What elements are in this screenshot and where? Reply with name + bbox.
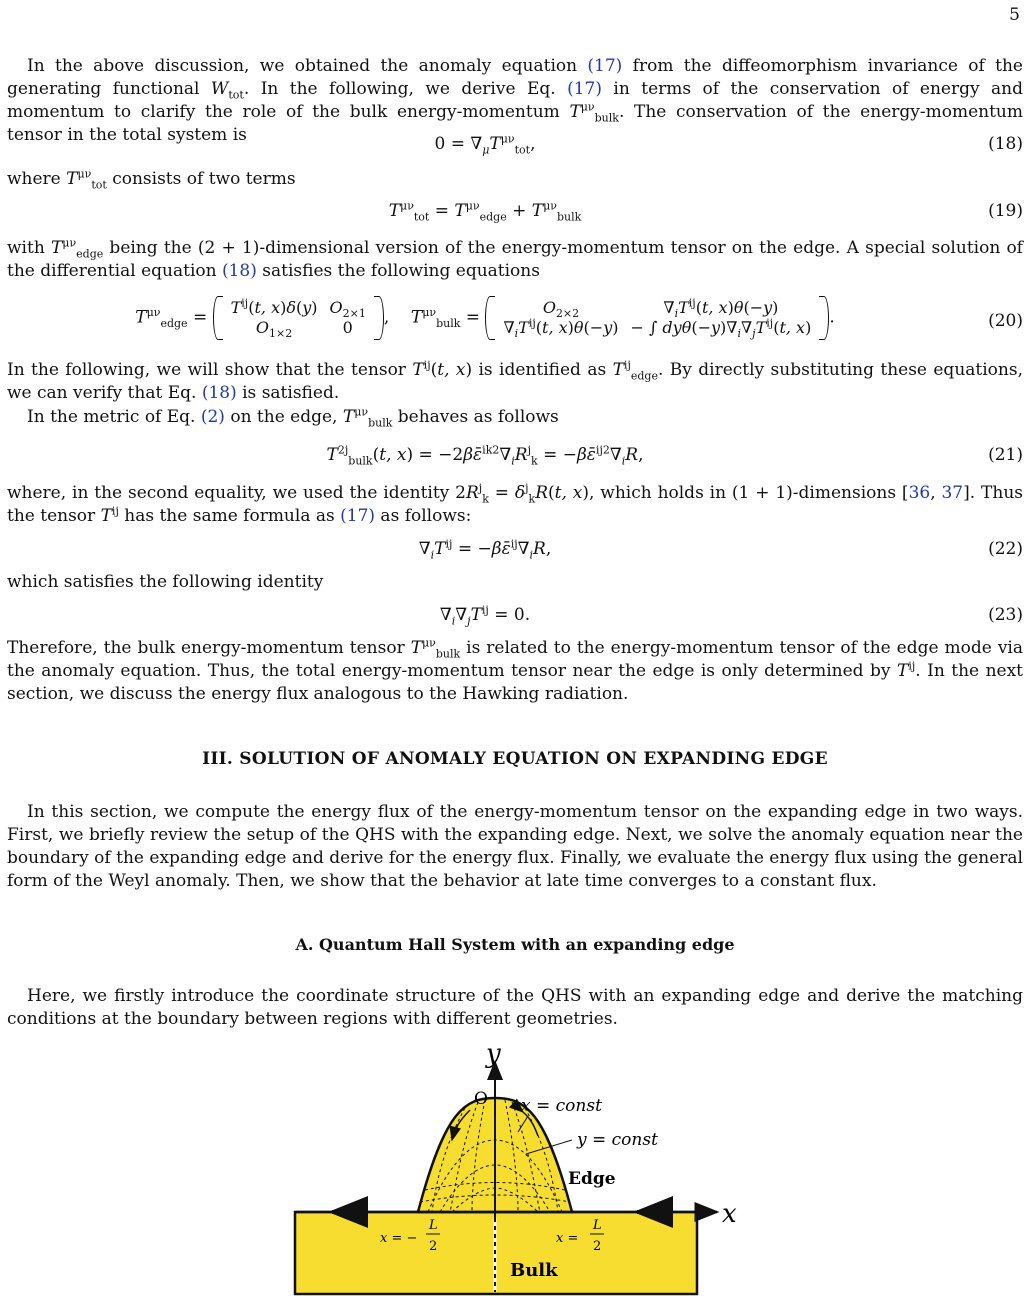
paragraph-4: In the following, we will show that the tensor $T^{ij}(t$, x) is identified as $T^{ij}_{edge}$. By directly substituting these equations, we can verify that Eq. (18) is satisfied. [7, 358, 1023, 403]
eq-ref-18[interactable]: (18) [201, 383, 237, 403]
equation-22: $\nabla_iT^{ij}$ = $-\beta\varepsilon̄^{ij}\nabla_iR$, (22) [418, 537, 1023, 562]
y-const-label: y = const [577, 1130, 658, 1150]
paragraph-7: which satisfies the following identity [7, 572, 324, 592]
eq-ref-2[interactable]: (2) [200, 407, 225, 427]
paragraph-3: with $T^{\mu\nu}_{edge}$ being the (2 + 1)-dimensional version of the energy-momentum tensor on the edge. A special solution of the differential equation (18) satisfies the following equations [7, 236, 1023, 281]
edge-matrix: $T^{ij}(t$, x)δ(y) $O_{2\times 1}$ $O_{1\times 2}$ 0 [213, 298, 384, 338]
eq-ref-17[interactable]: (17) [340, 506, 376, 526]
equation-number: (21) [988, 445, 1023, 465]
equation-20: $T^{\mu\nu}_{edge}$ = $T^{ij}(t$, x)δ(y) $O_{2\times 1}$ $O_{1\times 2}$ 0 , $T^{\mu\nu}_{bulk}$ = $O_{2\times 2}$ $\nabla_iT^{ij}(t$, x)θ(−y) $\nabla_iT^{ij}(t$, x)θ(−y) − ∫ $dy\theta(-y)\nabla_i\nabla_jT^{ij}(t$, x) . (20) [135, 296, 1023, 341]
citation-37[interactable]: 37 [941, 483, 964, 503]
bulk-label: Bulk [510, 1260, 558, 1281]
equation-number: (19) [988, 201, 1023, 221]
paragraph-5: In the metric of Eq. (2) on the edge, $T^{\mu\nu}_{bulk}$ behaves as follows [27, 405, 559, 430]
paragraph-6: where, in the second equality, we used the identity $2R^j_k = \delta^j_kR(t$, x), which holds in (1 + 1)-dimensions [36, 37]. Thus the tensor $T^{ij}$ has the same formula as (17) as follows: [7, 481, 1023, 526]
fraction-denominator: 2 [429, 1239, 438, 1254]
bulk-matrix: $O_{2\times 2}$ $\nabla_iT^{ij}(t$, x)θ(−y) $\nabla_iT^{ij}(t$, x)θ(−y) − ∫ $dy\theta(-y)\nabla_i\nabla_jT^{ij}(t$, x) [485, 298, 829, 338]
equation-number: (20) [988, 311, 1023, 331]
equation-number: (22) [988, 539, 1023, 559]
page-number: 5 [1009, 5, 1020, 25]
x-left-label: x = − [380, 1231, 418, 1246]
equation-number: (18) [988, 134, 1023, 154]
citation-36[interactable]: 36 [908, 483, 931, 503]
edge-label: Edge [568, 1169, 616, 1189]
paragraph-10: Here, we firstly introduce the coordinate structure of the QHS with an expanding edge and derive the matching conditions at the boundary between regions with different geometries. [7, 986, 1023, 1029]
fraction-numerator: L [593, 1218, 602, 1233]
y-axis-label: y [486, 1040, 501, 1069]
paragraph-8: Therefore, the bulk energy-momentum tensor $T^{\mu\nu}_{bulk}$ is related to the energy-momentum tensor of the edge mode via the anomaly equation. Thus, the total energy-momentum tensor near the edge is only determined by $T^{ij}$. In the next section, we discuss the energy flux analogous to the Hawking radiation. [7, 636, 1023, 704]
x-axis-label: x [722, 1199, 737, 1229]
equation-18: $0 = \nabla_\mu T^{\mu\nu}_{tot}$, (18) [434, 132, 1023, 157]
section-heading: III. SOLUTION OF ANOMALY EQUATION ON EXPANDING EDGE [202, 749, 828, 769]
expanding-edge-figure [280, 1040, 760, 1302]
equation-19: $T^{\mu\nu}_{tot} = T^{\mu\nu}_{edge} + T^{\mu\nu}_{bulk}$ (19) [388, 199, 1023, 224]
paragraph-2: where $T^{\mu\nu}_{tot}$ consists of two terms [7, 167, 296, 192]
eq-ref-17[interactable]: (17) [587, 56, 623, 76]
x-const-label: x = const [521, 1096, 602, 1116]
eq-ref-17[interactable]: (17) [567, 79, 602, 99]
paragraph-9: In this section, we compute the energy flux of the energy-momentum tensor on the expanding edge in two ways. First, we briefly review the setup of the QHS with the expanding edge. Next, we solve the anomaly equation near the boundary of the expanding edge and derive for the energy flux. Finally, we evaluate the energy flux using the general form of the Weyl anomaly. Then, we show that the behavior at late time converges to a constant flux. [7, 802, 1023, 891]
subsection-heading: A. Quantum Hall System with an expanding edge [295, 935, 735, 954]
equation-21: $T^{2j}_{bulk}(t$, $x) = -2\beta\varepsilon̄^{ik2}\nabla_iR^j_k$ = $-\beta\varepsilon̄^{ij2}\nabla_iR$, (21) [326, 443, 1023, 468]
eq-ref-18[interactable]: (18) [221, 261, 257, 281]
origin-label: O [474, 1089, 488, 1109]
paragraph-1: In the above discussion, we obtained the anomaly equation (17) from the diffeomorphism invariance of the generating functional $W_{tot}$. In the following, we derive Eq. (17) in terms of the conservation of energy and momentum to clarify the role of the bulk energy-momentum $T^{\mu\nu}_{bulk}$. The conservation of the energy-momentum tensor in the total system is [7, 56, 1023, 145]
fraction-numerator: L [429, 1218, 438, 1233]
fraction-denominator: 2 [593, 1239, 602, 1254]
equation-number: (23) [988, 605, 1023, 625]
equation-23: $\nabla_i\nabla_jT^{ij} = 0$. (23) [439, 603, 1023, 628]
x-right-label: x = [556, 1231, 579, 1246]
